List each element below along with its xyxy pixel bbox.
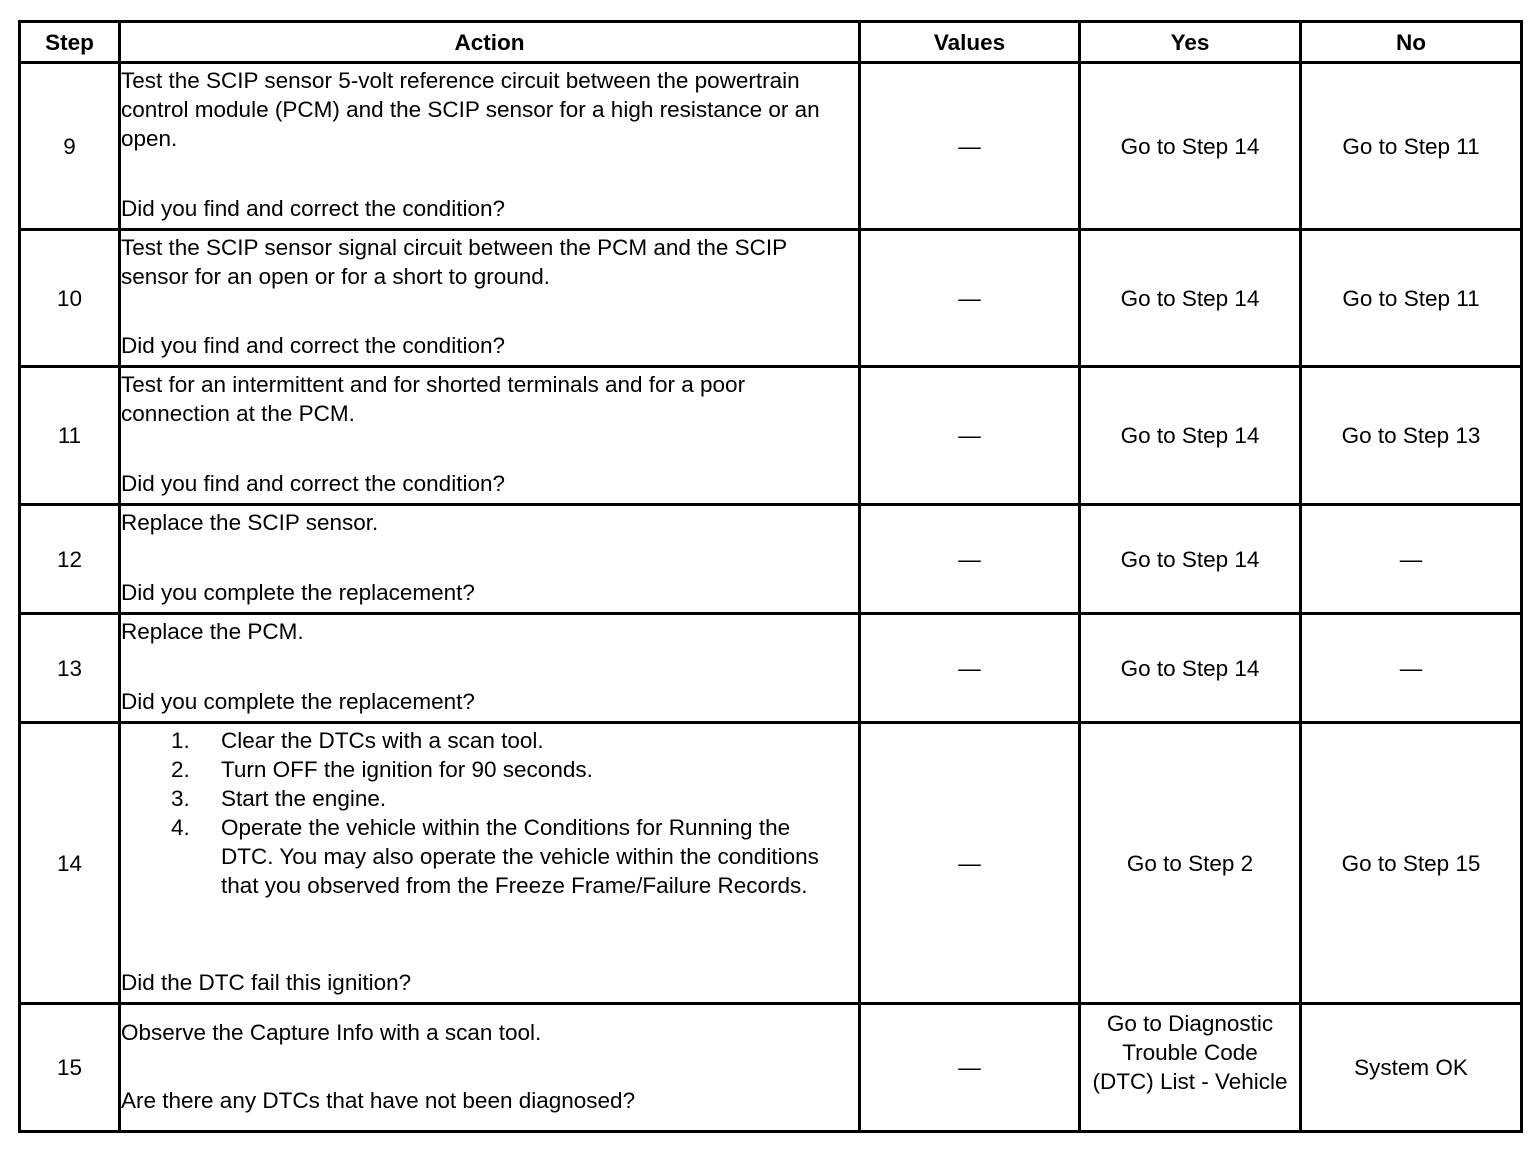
action-cell [120, 230, 860, 367]
yes-cell: Go to Step 14 [1080, 63, 1301, 230]
values-cell: — [860, 614, 1080, 723]
list-item [121, 726, 858, 755]
substep-text: Clear the DTCs with a scan tool. [221, 728, 544, 753]
substep-text: Operate the vehicle within the Conditions for Running the DTC. You may also operate the vehicle within the conditions that you observed from the Freeze Frame/Failure Records. [221, 815, 819, 898]
list-item [121, 813, 858, 900]
table-row [20, 1004, 1522, 1132]
yes-cell: Go to Step 14 [1080, 367, 1301, 505]
no-cell: Go to Step 11 [1301, 230, 1522, 367]
header-no: No [1301, 22, 1522, 63]
substep-text: Start the engine. [221, 786, 387, 811]
action-cell [120, 723, 860, 1004]
action-cell [120, 505, 860, 614]
yes-cell: Go to Diagnostic Trouble Code (DTC) List - Vehicle [1080, 1004, 1301, 1132]
table-row [20, 505, 1522, 614]
values-cell: — [860, 723, 1080, 1004]
step-number: 12 [20, 505, 120, 614]
action-instruction: Replace the SCIP sensor. [121, 510, 379, 535]
action-question: Did you find and correct the condition? [121, 196, 505, 221]
no-cell: — [1301, 614, 1522, 723]
yes-cell: Go to Step 14 [1080, 230, 1301, 367]
list-item [121, 784, 858, 813]
no-cell: Go to Step 11 [1301, 63, 1522, 230]
step-number: 10 [20, 230, 120, 367]
step-number: 9 [20, 63, 120, 230]
action-question: Are there any DTCs that have not been diagnosed? [121, 1087, 636, 1113]
yes-cell: Go to Step 14 [1080, 614, 1301, 723]
list-item [121, 755, 858, 784]
header-yes: Yes [1080, 22, 1301, 63]
action-question: Did you complete the replacement? [121, 580, 475, 605]
step-number: 13 [20, 614, 120, 723]
step-number: 11 [20, 367, 120, 505]
values-cell: — [860, 367, 1080, 505]
step-number: 14 [20, 723, 120, 1004]
action-instruction: Test the SCIP sensor signal circuit between the PCM and the SCIP sensor for an open or for a short to ground. [121, 235, 794, 289]
action-question: Did you find and correct the condition? [121, 333, 505, 358]
values-cell: — [860, 63, 1080, 230]
values-cell: — [860, 230, 1080, 367]
substep-text: Turn OFF the ignition for 90 seconds. [221, 757, 593, 782]
table-row [20, 63, 1522, 230]
table-row [20, 230, 1522, 367]
substep-number: 1. [171, 728, 190, 753]
action-question: Did the DTC fail this ignition? [121, 970, 412, 995]
yes-cell: Go to Step 2 [1080, 723, 1301, 1004]
no-cell: System OK [1301, 1004, 1522, 1132]
action-instruction: Test for an intermittent and for shorted terminals and for a poor connection at the PCM. [121, 372, 752, 426]
action-instruction: Test the SCIP sensor 5-volt reference circuit between the powertrain control module (PCM) and the SCIP sensor for a high resistance or an open. [121, 68, 826, 151]
diagnostic-table [18, 20, 1523, 1133]
step-number: 15 [20, 1004, 120, 1132]
table-row [20, 723, 1522, 1004]
header-step: Step [20, 22, 120, 63]
substep-number: 2. [171, 757, 190, 782]
table-row [20, 614, 1522, 723]
action-instruction: Replace the PCM. [121, 619, 304, 644]
action-cell [120, 367, 860, 505]
action-cell [120, 63, 860, 230]
values-cell: — [860, 505, 1080, 614]
no-cell: Go to Step 13 [1301, 367, 1522, 505]
header-action: Action [120, 22, 860, 63]
values-cell: — [860, 1004, 1080, 1132]
action-cell [120, 614, 860, 723]
substep-number: 3. [171, 786, 190, 811]
no-cell: — [1301, 505, 1522, 614]
action-question: Did you complete the replacement? [121, 689, 475, 714]
header-row [20, 22, 1522, 63]
action-question: Did you find and correct the condition? [121, 471, 505, 496]
action-cell [120, 1004, 860, 1132]
table-row [20, 367, 1522, 505]
header-values: Values [860, 22, 1080, 63]
substep-list [121, 726, 858, 900]
action-instruction: Observe the Capture Info with a scan tool. [121, 1019, 542, 1045]
no-cell: Go to Step 15 [1301, 723, 1522, 1004]
yes-cell: Go to Step 14 [1080, 505, 1301, 614]
substep-number: 4. [171, 815, 190, 840]
